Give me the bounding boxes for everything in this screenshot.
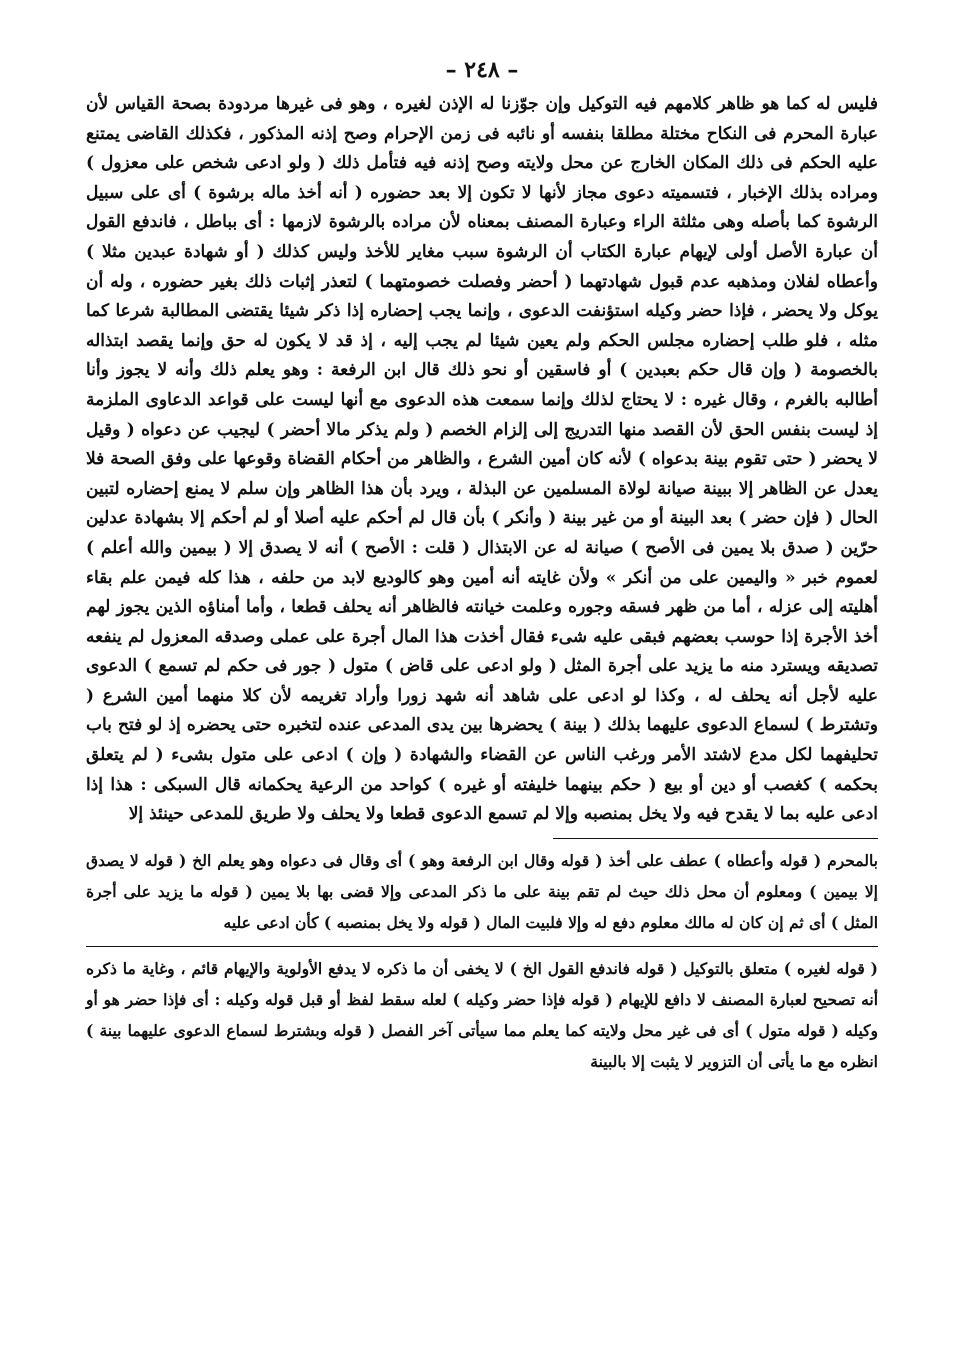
main-text-body: [86, 90, 878, 830]
footnote-section-1: [86, 845, 878, 938]
document-page: [86, 50, 878, 1330]
footnote-divider-short: [553, 838, 878, 839]
main-paragraph: فليس له كما هو ظاهر كلامهم فيه التوكيل وإن جوّزنا له الإذن لغيره ، وهو فى غيرها مردودة بصحة القياس لأن عبارة المحرم فى النكاح مختلة مطلقا بنفسه أو نائبه فى زمن الإحرام وصح إذنه المذكور ، فكذلك القاضى يمتنع عليه الحكم فى ذلك المكان الخارج عن محل ولايته وصح إذنه فيه فتأمل ذلك ( ولو ادعى شخص على معزول ) ومراده بذلك الإخبار ، فتسميته دعوى مجاز لأنها لا تكون إلا بعد حضوره ( أنه أخذ ماله برشوة ) أى على سبيل الرشوة كما بأصله وهى مثلثة الراء وعبارة المصنف بمعناه لأن مراده بالرشوة لازمها : أى بباطل ، فاندفع القول أن عبارة الأصل أولى لإيهام عبارة الكتاب أن الرشوة سبب مغاير للأخذ وليس كذلك ( أو شهادة عبدين مثلا ) وأعطاه لفلان ومذهبه عدم قبول شهادتهما ( أحضر وفصلت خصومتهما ) لتعذر إثبات ذلك بغير حضوره ، وله أن يوكل ولا يحضر ، فإذا حضر وكيله استؤنفت الدعوى ، وإنما يجب إحضاره إذا ذكر شيئا يقتضى المطالبة شرعا كما مثله ، فلو طلب إحضاره مجلس الحكم ولم يعين شيئا لم يجب إليه ، إذ قد لا يكون له حق وإنما يقصد ابتذاله بالخصومة ( وإن قال حكم بعبدين ) أو فاسقين أو نحو ذلك قال ابن الرفعة : وهو يعلم ذلك وأنه لا يجوز وأنا أطالبه بالغرم ، وقال غيره : لا يحتاج لذلك وإنما سمعت هذه الدعوى مع أنها ليست على قواعد الدعاوى الملزمة إذ ليست بنفس الحق لأن القصد منها التدريج إلى إلزام الخصم ( ولم يذكر مالا أحضر ) ليجيب عن دعواه ( وقيل لا يحضر ( حتى تقوم بينة بدعواه ) لأنه كان أمين الشرع ، والظاهر من أحكام القضاة وقوعها على وفق الصحة فلا يعدل عن الظاهر إلا ببينة صيانة لولاة المسلمين عن البذلة ، ويرد بأن هذا الظاهر وإن سلم لا يمنع إحضاره لتبين الحال ( فإن حضر ) بعد البينة أو من غير بينة ( وأنكر ) بأن قال لم أحكم عليه أصلا أو لم أحكم إلا بشهادة عدلين حرّين ( صدق بلا يمين فى الأصح ) صيانة له عن الابتذال ( قلت : الأصح ) أنه لا يصدق إلا ( بيمين والله أعلم ) لعموم خبر « واليمين على من أنكر » ولأن غايته أنه أمين وهو كالوديع لابد من حلفه ، هذا كله فيمن علم بقاء أهليته إلى عزله ، أما من ظهر فسقه وجوره وعلمت خيانته فالظاهر أنه يحلف قطعا ، وأما أمناؤه الذين يجوز لهم أخذ الأجرة إذا حوسب بعضهم فبقى عليه شىء فقال أخذت هذا المال أجرة على عملى وصدقه المعزول لم ينفعه تصديقه ويسترد منه ما يزيد على أجرة المثل ( ولو ادعى على قاض ) متول ( جور فى حكم لم تسمع ) الدعوى عليه لأجل أنه يحلف له ، وكذا لو ادعى على شاهد أنه شهد زورا وأراد تغريمه لأن كلا منهما أمين الشرع ( وتشترط ) لسماع الدعوى عليهما بذلك ( بينة ) يحضرها بين يدى المدعى عنده لتخبره حتى يحضره إذ لو فتح باب تحليفهما لكل مدع لاشتد الأمر ورغب الناس عن القضاء والشهادة ( وإن ) ادعى على متول بشىء ( لم يتعلق بحكمه ) كغصب أو دين أو بيع ( حكم بينهما خليفته أو غيره ) كواحد من الرعية يحكمانه قال السبكى : هذا إذا ادعى عليه بما لا يقدح فيه ولا يخل بمنصبه وإلا لم تسمع الدعوى قطعا ولا يحلف ولا طريق للمدعى حينئذ إلا: [86, 94, 879, 825]
footnote-paragraph-2: ( قوله لغيره ) متعلق بالتوكيل ( قوله فاندفع القول الخ ) لا يخفى أن ما ذكره لا يدفع الأولوية والإيهام قائم ، وغاية ما ذكره أنه تصحيح لعبارة المصنف لا دافع للإيهام ( قوله فإذا حضر وكيله ) لعله سقط لفظ أو قبل قوله وكيله : أى فإذا حضر هو أو وكيله ( قوله متول ) أى فى غير محل ولايته كما يعلم مما سيأتى آخر الفصل ( قوله وبشترط لسماع الدعوى عليهما بينة ) انظره مع ما يأتى أن التزوير لا يثبت إلا بالبينة: [86, 958, 878, 1071]
footnote-divider-full: [86, 946, 878, 947]
footnote-section-2: [86, 953, 878, 1077]
footnote-paragraph-1: بالمحرم ( قوله وأعطاه ) عطف على أخذ ( قوله وقال ابن الرفعة وهو ) أى وقال فى دعواه وهو يعلم الخ ( قوله لا يصدق إلا بيمين ) ومعلوم أن محل ذلك حيث لم تقم بينة على ما ذكر المدعى وإلا قضى بها بلا يمين ( قوله ما يزيد على أجرة المثل ) أى ثم إن كان له مالك معلوم دفع له وإلا فلبيت المال ( قوله ولا يخل بمنصبه ) كأن ادعى عليه: [86, 850, 878, 932]
page-number: – ٢٤٨ –: [445, 57, 519, 83]
